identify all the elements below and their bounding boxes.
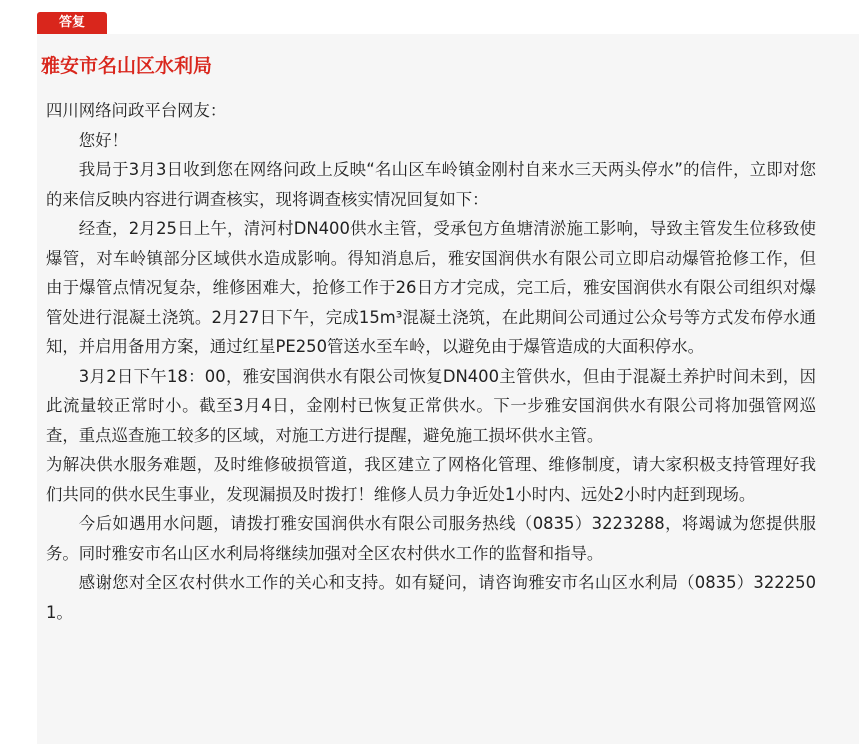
reply-paragraph-restoration: 3月2日下午18：00，雅安国润供水有限公司恢复DN400主管供水，但由于混凝土养护时间未到，因此流量较正常时小。截至3月4日，金刚村已恢复正常供水。下一步雅安国润供水有限公司将加强管网巡查，重点巡查施工较多的区域，对施工方进行提醒，避免施工损坏供水主管。: [46, 366, 816, 445]
reply-paragraph-salutation: 您好！: [78, 130, 128, 150]
reply-paragraph-closing: 感谢您对全区农村供水工作的关心和支持。如有疑问，请咨询雅安市名山区水利局（0835）3222501。: [46, 573, 816, 622]
org-name: 雅安市名山区水利局: [41, 55, 213, 77]
reply-content: [46, 96, 816, 627]
reply-tag: 答复: [37, 12, 107, 34]
reply-greeting: 四川网络问政平台网友：: [46, 101, 227, 120]
reply-paragraph-service-system: 为解决供水服务难题，及时维修破损管道，我区建立了网格化管理、维修制度，请大家积极支持管理好我们共同的供水民生事业，发现漏损及时拨打！维修人员力争近处1小时内、远处2小时内赶到现场。: [46, 455, 816, 504]
reply-panel: [37, 34, 859, 744]
reply-paragraph-hotline: 今后如遇用水问题，请拨打雅安国润供水有限公司服务热线（0835）3223288，将竭诚为您提供服务。同时雅安市名山区水利局将继续加强对全区农村供水工作的监督和指导。: [46, 514, 816, 563]
reply-paragraph-investigation: 经查，2月25日上午，清河村DN400供水主管，受承包方鱼塘清淤施工影响，导致主管发生位移致使爆管，对车岭镇部分区域供水造成影响。得知消息后，雅安国润供水有限公司立即启动爆管抢修工作，但由于爆管点情况复杂，维修困难大，抢修工作于26日方才完成，完工后，雅安国润供水有限公司组织对爆管处进行混凝土浇筑。2月27日下午，完成15m³混凝土浇筑，在此期间公司通过公众号等方式发布停水通知，并启用备用方案，通过红星PE250管送水至车岭，以避免由于爆管造成的大面积停水。: [46, 219, 816, 356]
reply-paragraph-intro: 我局于3月3日收到您在网络问政上反映“名山区车岭镇金刚村自来水三天两头停水”的信件，立即对您的来信反映内容进行调查核实，现将调查核实情况回复如下：: [46, 160, 816, 209]
